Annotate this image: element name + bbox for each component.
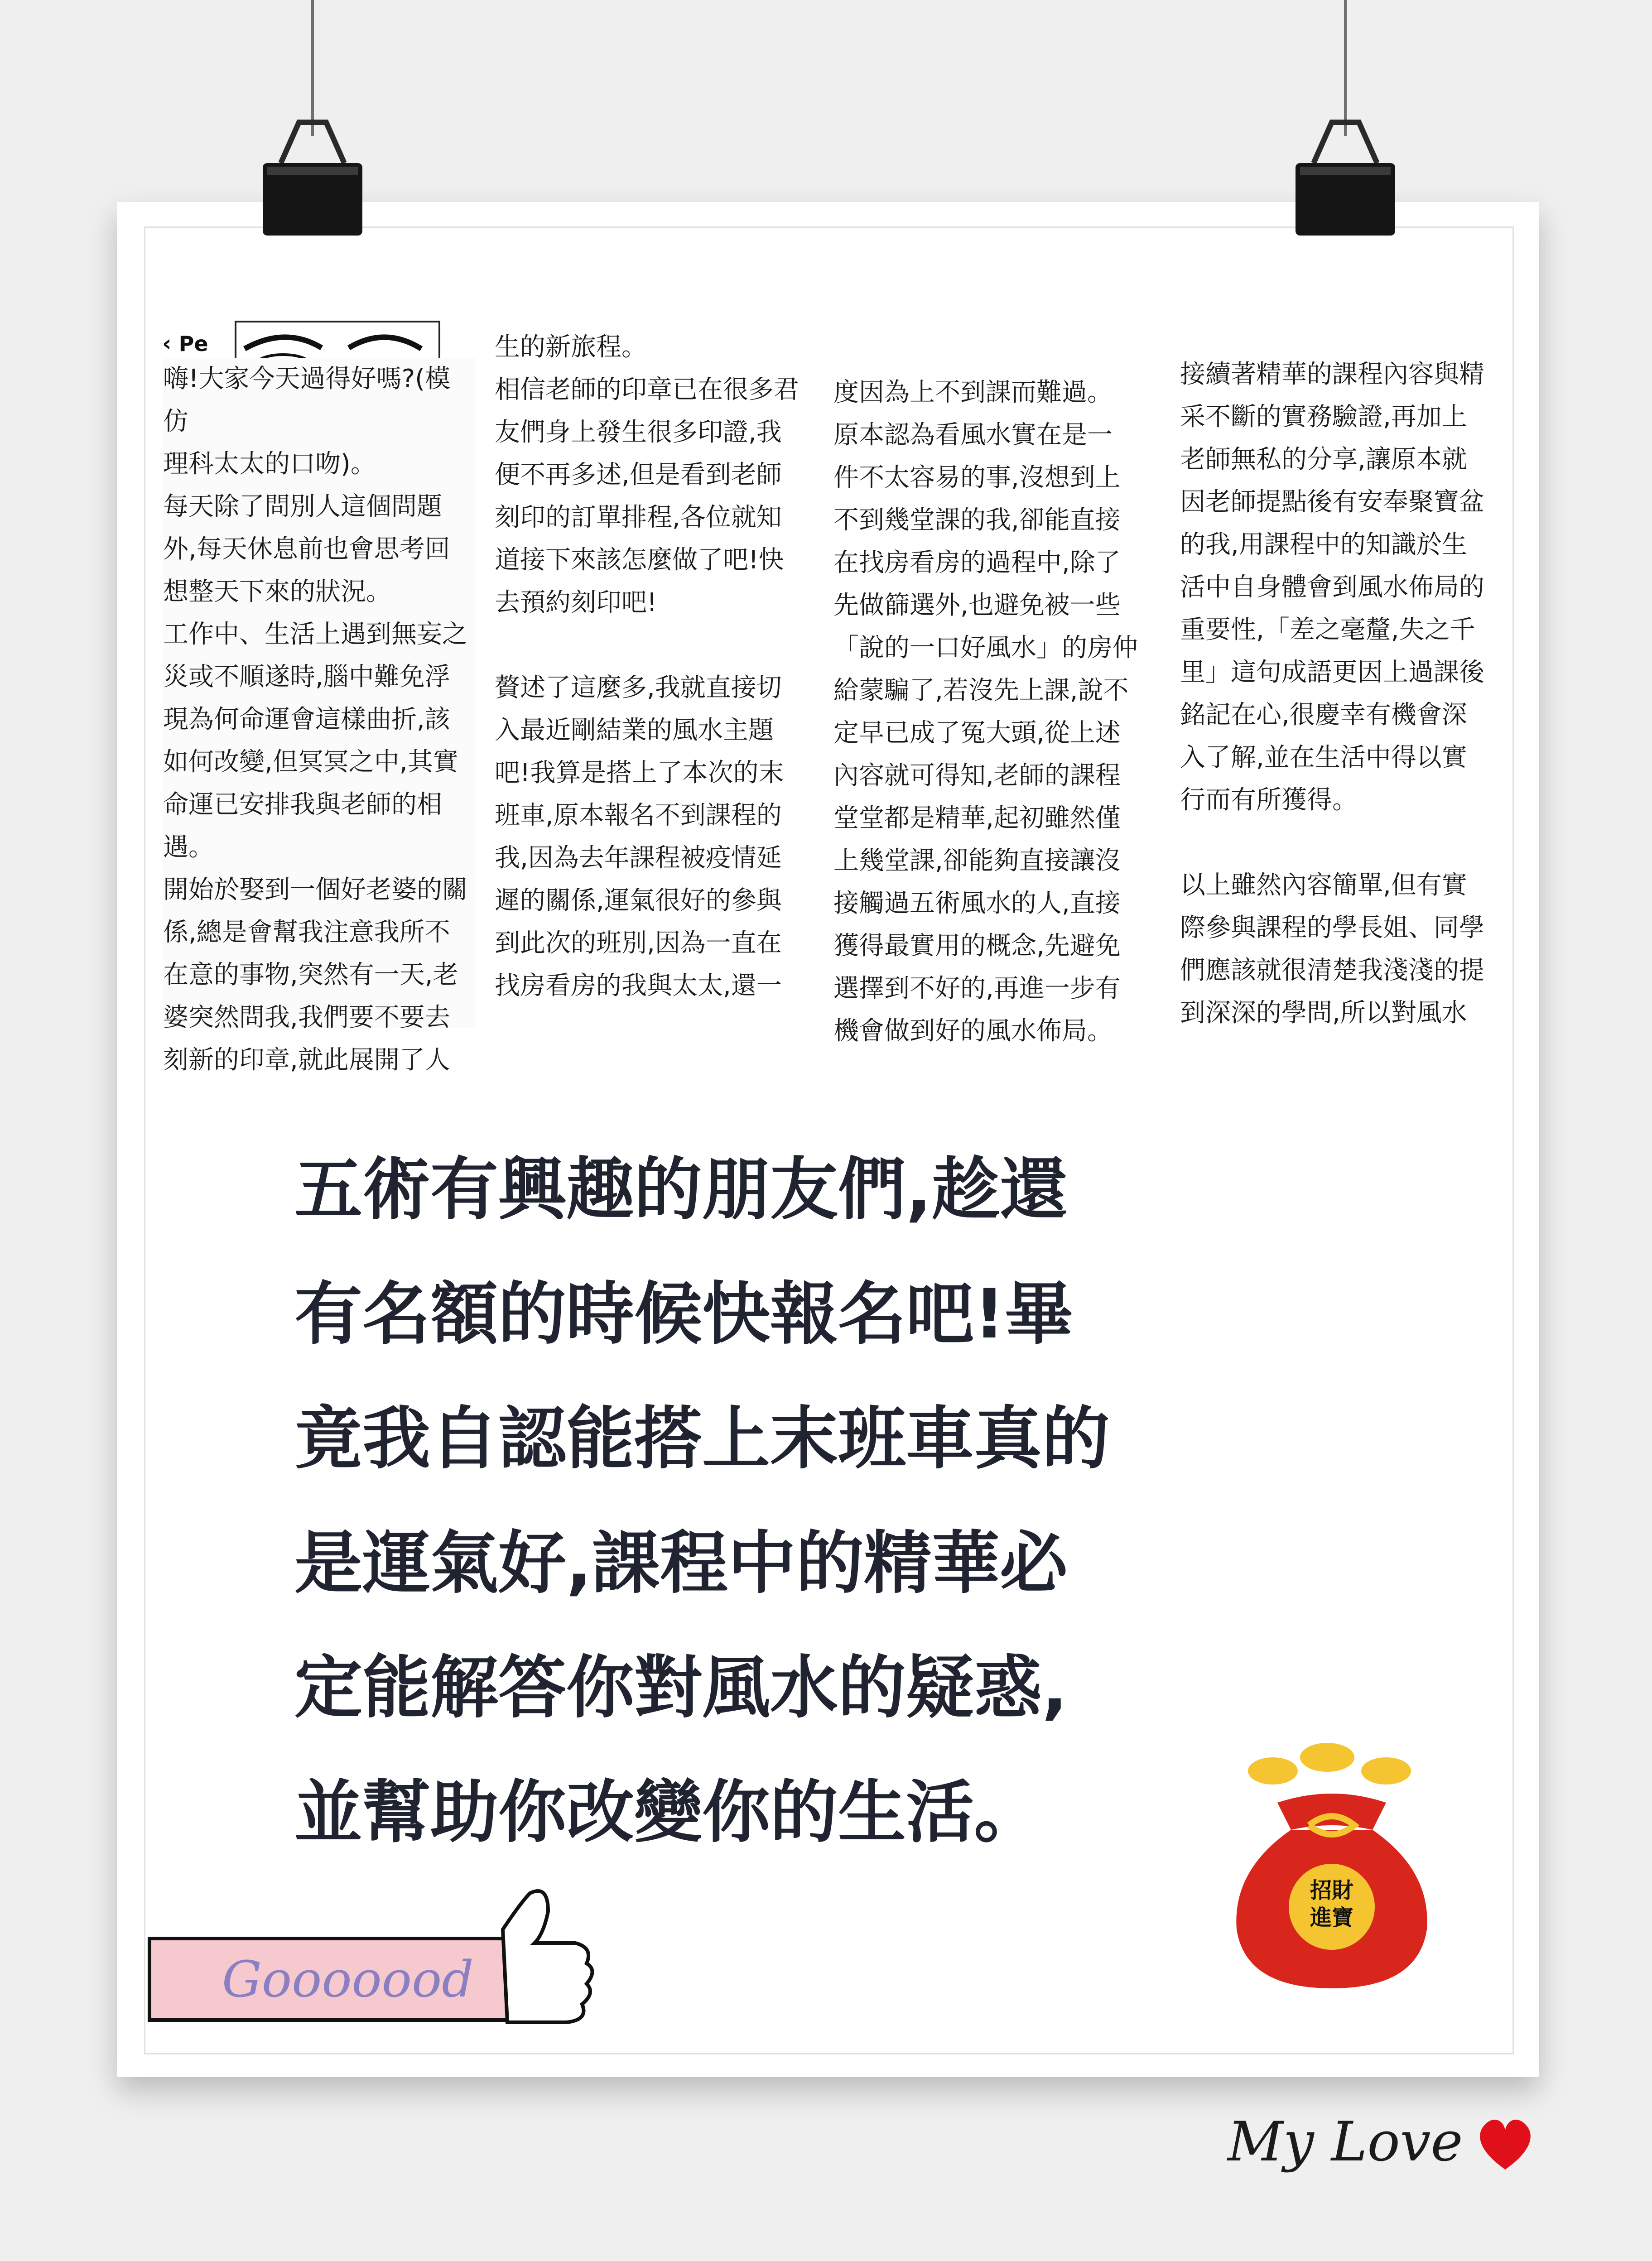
article-column-4: 接續著精華的課程內容與精 采不斷的實務驗證,再加上 老師無私的分享,讓原本就 因老師提點後有安奉聚寶盆 的我,用課程中的知識於生 活中自身體會到風水佈局的 重要性,「差之毫釐,失之千 里」這句成語更因上過課後 銘記在心,很慶幸有機會深 入了解,並在生活中得以實 行而有所獲得。 以上雖然內容簡單,但有實 際參與課程的學長姐、同學 們應該就很清楚我淺淺的提 到深深的學問,所以對風水 bbox=[1180, 360, 1484, 1028]
col1-header-label: Pe bbox=[178, 332, 208, 356]
signature: My Love bbox=[1228, 2111, 1463, 2174]
binder-clip-icon bbox=[1286, 113, 1404, 236]
binder-clip-icon bbox=[254, 113, 371, 236]
headline-callout: 五術有興趣的朋友們,趁還 有名額的時候快報名吧!畢 竟我自認能搭上末班車真的 是運氣好,課程中的精華必 定能解答你對風水的疑惑, 並幫助你改變你的生活。 bbox=[294, 1150, 1110, 1852]
money-bag-icon bbox=[1223, 1717, 1440, 1997]
article-column-3: 度因為上不到課而難過。 原本認為看風水實在是一 件不太容易的事,沒想到上 不到幾堂課的我,卻能直接 在找房看房的過程中,除了 先做篩選外,也避免被一些 「說的一口好風水」的房仲 給蒙騙了,若沒先上課,說不 定早已成了冤大頭,從上述 內容就可得知,老師的課程 堂堂都是精華,起初雖然僅 上幾堂課,卻能夠直接讓沒 接觸過五術風水的人,直接 獲得最實用的概念,先避免 選擇到不好的,再進一步有 機會做到好的風水佈局。 bbox=[833, 378, 1138, 1046]
sticker-gooood-label: Gooooood bbox=[222, 1950, 474, 2008]
article-column-1: 嗨!大家今天過得好嗎?(模仿 理科太太的口吻)。 每天除了問別人這個問題 外,每天休息前也會思考回 想整天下來的狀況。 工作中、生活上遇到無妄之 災或不順遂時,腦中難免浮 現為何命運會這樣曲折,該 如何改變,但冥冥之中,其實 命運已安排我與老師的相 遇。 開始於娶到一個好老婆的關 係,總是會幫我注意我所不 在意的事物,突然有一天,老 婆突然問我,我們要不要去 刻新的印章,就此展開了人 bbox=[163, 358, 476, 1028]
sticker-bag-label-2: 進寶 bbox=[1310, 1905, 1354, 1930]
heart-icon bbox=[1471, 2110, 1539, 2178]
article-column-2: 生的新旅程。 相信老師的印章已在很多君 友們身上發生很多印證,我 便不再多述,但是看到老師 刻印的訂單排程,各位就知 道接下來該怎麼做了吧!快 去預約刻印吧! 贅述了這麼多,我就直接切 入最近剛結業的風水主題 吧!我算是搭上了本次的末 班車,原本報名不到課程的 我,因為去年課程被疫情延 遲的關係,運氣很好的參與 到此次的班別,因為一直在 找房看房的我與太太,還一 bbox=[495, 332, 799, 1001]
back-chevron-icon[interactable]: ‹ bbox=[162, 330, 172, 356]
thumbs-up-icon bbox=[149, 1884, 593, 2038]
sticker-bag-label-1: 招財 bbox=[1310, 1878, 1354, 1903]
